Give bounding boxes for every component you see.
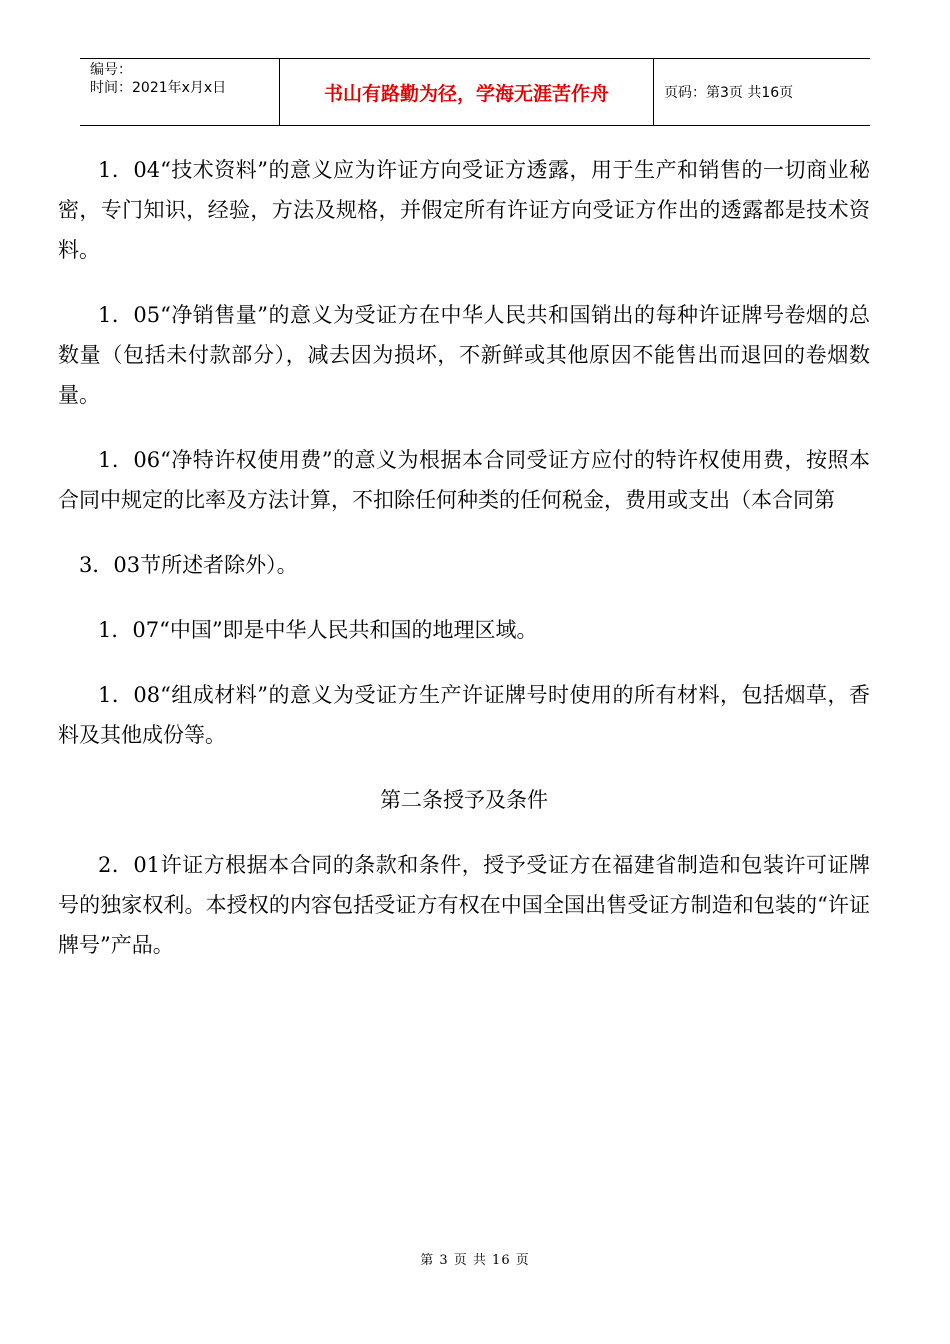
clause-1-06: 1．06“净特许权使用费”的意义为根据本合同受证方应付的特许权使用费，按照本合同中规定的比率及方法计算，不扣除任何种类的任何税金，费用或支出（本合同第 — [58, 448, 870, 512]
section-title: 第二条授予及条件 — [380, 788, 548, 812]
header-page-info: 页码：第3页 共16页 — [664, 85, 794, 101]
clause-1-07: 1．07“中国”即是中华人民共和国的地理区域。 — [98, 618, 538, 642]
clause-1-04: 1．04“技术资料”的意义应为许证方向受证方透露，用于生产和销售的一切商业秘密，专门知识，经验，方法及规格，并假定所有许证方向受证方作出的透露都是技术资料。 — [58, 158, 870, 262]
header-meta — [80, 59, 280, 125]
page-header — [80, 58, 870, 126]
page-footer: 第 3 页 共 16 页 — [420, 1253, 530, 1268]
clause-1-08: 1．08“组成材料”的意义为受证方生产许证牌号时使用的所有材料，包括烟草，香料及其他成份等。 — [58, 683, 870, 747]
clause-1-06-continued: 3．03节所述者除外）。 — [79, 553, 298, 577]
document-date: 时间：2021年x月x日 — [90, 80, 227, 96]
clause-1-05: 1．05“净销售量”的意义为受证方在中华人民共和国销出的每种许证牌号卷烟的总数量（包括未付款部分），减去因为损坏，不新鲜或其他原因不能售出而退回的卷烟数量。 — [58, 303, 870, 407]
document-number-label: 编号： — [90, 62, 132, 78]
header-motto: 书山有路勤为径，学海无涯苦作舟 — [280, 59, 654, 125]
document-body — [58, 150, 870, 990]
clause-2-01: 2．01许证方根据本合同的条款和条件，授予受证方在福建省制造和包装许可证牌号的独家权利。本授权的内容包括受证方有权在中国全国出售受证方制造和包装的“许证牌号”产品。 — [58, 853, 870, 957]
